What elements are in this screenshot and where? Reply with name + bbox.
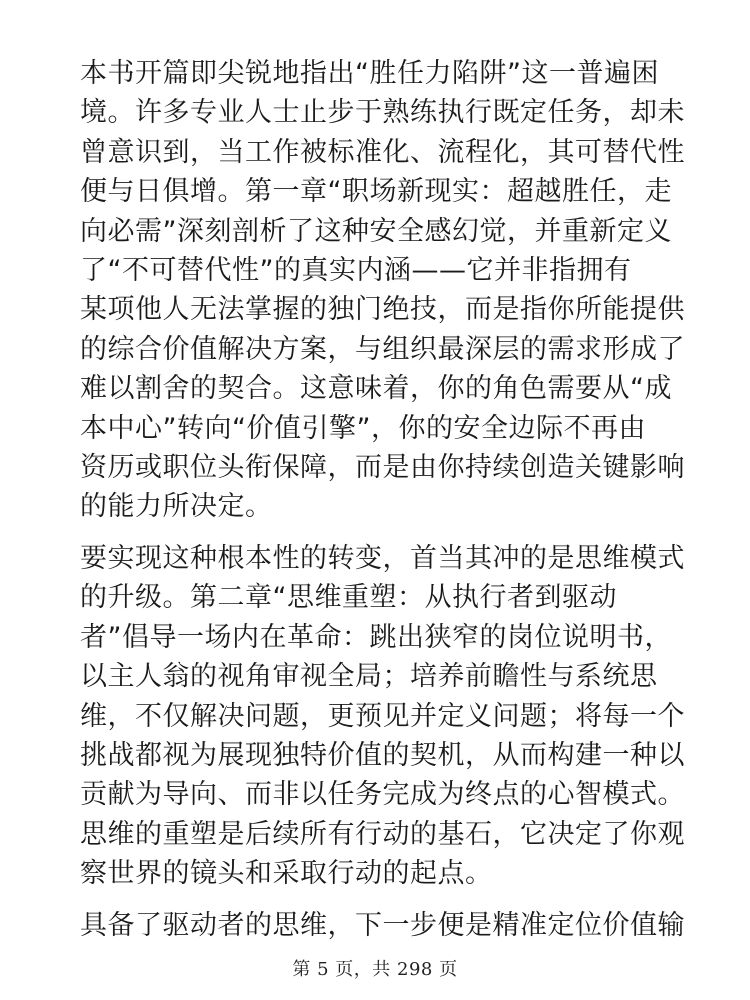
text-line: 要实现这种根本性的转变，首当其冲的是思维模式 — [80, 542, 685, 574]
text-line: 了“不可替代性”的真实内涵——它并非指拥有 — [80, 255, 632, 287]
text-line: 思维的重塑是后续所有行动的基石，它决定了你观 — [80, 818, 685, 850]
text-line: 本中心”转向“价值引擎”，你的安全边际不再由 — [80, 412, 646, 444]
text-line: 的升级。第二章“思维重塑：从执行者到驱动 — [80, 582, 617, 614]
text-line: 贡献为导向、而非以任务完成为终点的心智模式。 — [80, 779, 685, 811]
text-line: 者”倡导一场内在革命：跳出狭窄的岗位说明书， — [80, 621, 672, 653]
text-line: 本书开篇即尖锐地指出“胜任力陷阱”这一普遍困 — [80, 58, 659, 89]
text-line: 资历或职位头衔保障，而是由你持续创造关键影响 — [80, 452, 685, 484]
text-line: 的综合价值解决方案，与组织最深层的需求形成了 — [80, 333, 685, 365]
text-line: 便与日俱增。第一章“职场新现实：超越胜任，走 — [80, 176, 672, 208]
text-line: 具备了驱动者的思维，下一步便是精准定位价值输 — [80, 909, 685, 941]
text-line: 察世界的镜头和采取行动的起点。 — [80, 858, 493, 890]
paragraph-2 — [80, 539, 685, 894]
page-content — [80, 54, 685, 957]
text-line: 维，不仅解决问题，更预见并定义问题；将每一个 — [80, 700, 685, 732]
text-line: 曾意识到，当工作被标准化、流程化，其可替代性 — [80, 136, 685, 168]
text-line: 某项他人无法掌握的独门绝技，而是指你所能提供 — [80, 294, 685, 326]
text-line: 境。许多专业人士止步于熟练执行既定任务，却未 — [80, 97, 685, 129]
paragraph-1 — [80, 54, 685, 527]
text-line: 挑战都视为展现独特价值的契机，从而构建一种以 — [80, 739, 685, 771]
text-line: 向必需”深刻剖析了这种安全感幻觉，并重新定义 — [80, 215, 672, 247]
text-line: 难以割舍的契合。这意味着，你的角色需要从“成 — [80, 373, 672, 405]
paragraph-3 — [80, 906, 685, 945]
page-number-footer: 第 5 页，共 298 页 — [292, 959, 458, 980]
text-line: 以主人翁的视角审视全局；培养前瞻性与系统思 — [80, 661, 658, 693]
text-line: 的能力所决定。 — [80, 491, 273, 523]
